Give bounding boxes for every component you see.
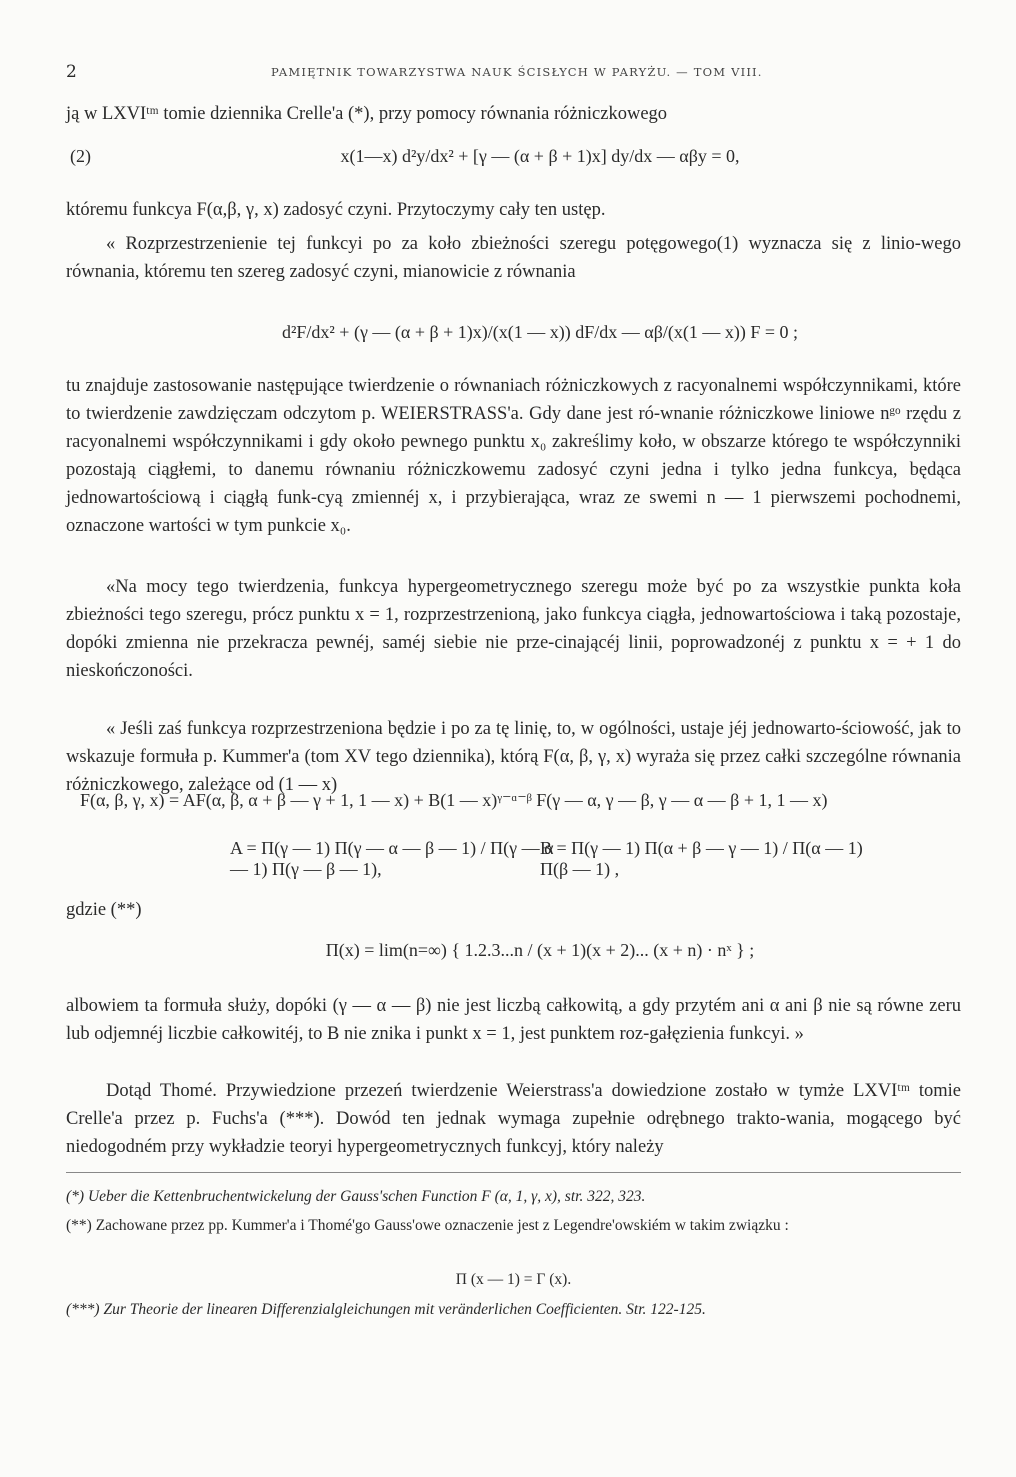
equation-pi: Π(x) = lim(n=∞) { 1.2.3...n / (x + 1)(x + 2)... (x + n) · nˣ } ; — [325, 940, 755, 960]
paragraph-2: tu znajduje zastosowanie następujące twierdzenie o równaniach różniczkowych z racyonalnemi współczynnikami, które to twierdzenie zawdzięczam odczytom p. WEIERSTRASS'a. Gdy dane jest ró-wnanie różniczkowe liniowe nᵍᵒ rzędu z racyonalnemi współczynnikami i gdy około pewnego punktu x₀ zakreślimy koło, w obszarze którego te współczynniki pozostają ciągłemi, to danemu równaniu różniczkowemu zadosyć czyni jedna i tylko jedna funkcya, będąca jednowartościową i ciągłą funk-cyą zmiennéj x, i przybierająca, wraz ze swemi n — 1 pierwszemi pochodnemi, oznaczone wartości w tym punkcie x₀. — [66, 376, 961, 536]
gdzie-label: gdzie (**) — [66, 900, 142, 920]
page-number: 2 — [66, 62, 77, 82]
footnote-2: (**) Zachowane przez pp. Kummer'a i Thomé'go Gauss'owe oznaczenie jest z Legendre'owskiém w takim związku : — [66, 1217, 789, 1234]
equation-3: d²F/dx² + (γ — (α + β + 1)x)/(x(1 — x)) dF/dx — αβ/(x(1 — x)) F = 0 ; — [282, 322, 798, 342]
equation-A: A = Π(γ — 1) Π(γ — α — β — 1) / Π(γ — α — 1) Π(γ — β — 1), — [230, 838, 554, 879]
equation-2-label: (2) — [70, 146, 91, 166]
paragraph-6: Dotąd Thomé. Przywiedzione przezeń twierdzenie Weierstrass'a dowiedzione zostało w tymże LXVIᵗᵐ tomie Crelle'a przez p. Fuchs'a (***). Dowód ten jednak wymaga zupełnie odrębnego trakto-wania, mogącego być niedogodném przy wykładzie teoryi hypergeometrycznych funkcyj, który należy — [66, 1081, 961, 1157]
equation-kummer: F(α, β, γ, x) = AF(α, β, α + β — γ + 1, 1 — x) + B(1 — x)ᵞ⁻ᵅ⁻ᵝ F(γ — α, γ — β, γ — α — β + 1, 1 — x) — [80, 790, 828, 810]
footnote-1: (*) Ueber die Kettenbruchentwickelung der Gauss'schen Function F (α, 1, γ, x), str. 322, 323. — [66, 1188, 646, 1205]
paragraph-3: «Na mocy tego twierdzenia, funkcya hypergeometrycznego szeregu może być po za wszystkie punkta koła zbieżności tego szeregu, prócz punktu x = 1, rozprzestrzenioną, jako funkcya ciągła, jednowartościowa i taką pozostaje, dopóki zmienna nie przekracza pewnéj, saméj siebie nie prze-cinającéj linii, poprowadzonéj z punktu x = + 1 do nieskończoności. — [66, 577, 961, 681]
equation-B: B = Π(γ — 1) Π(α + β — γ — 1) / Π(α — 1) Π(β — 1) , — [540, 838, 863, 879]
paragraph-1: « Rozprzestrzenienie tej funkcyi po za koło zbieżności szeregu potęgowego(1) wyznacza się z linio-wego równania, któremu ten szereg zadosyć czyni, mianowicie z równania — [66, 234, 961, 282]
intro-line: ją w LXVIᵗᵐ tomie dziennika Crelle'a (*), przy pomocy równania różniczkowego — [66, 104, 668, 124]
intro-line-2: któremu funkcya F(α,β, γ, x) zadosyć czyni. Przytoczymy cały ten ustęp. — [66, 200, 606, 220]
paragraph-5: albowiem ta formuła służy, dopóki (γ — α — β) nie jest liczbą całkowitą, a gdy przytém ani α ani β nie są równe zeru lub odjemnéj liczbie całkowitéj, to B nie znika i punkt x = 1, jest punktem roz-gałęzienia funkcyi. » — [66, 996, 961, 1044]
paragraph-4: « Jeśli zaś funkcya rozprzestrzeniona będzie i po za tę linię, to, w ogólności, ustaje jéj jednowarto-ściowość, jak to wskazuje formuła p. Kummer'a (tom XV tego dziennika), którą F(α, β, γ, x) wyraża się przez całki szczególne równania różniczkowego, zależące od (1 — x) — [66, 719, 961, 795]
equation-2: x(1—x) d²y/dx² + [γ — (α + β + 1)x] dy/dx — αβy = 0, — [340, 146, 740, 166]
footnote-2-equation: Π (x — 1) = Γ (x). — [455, 1271, 572, 1288]
footnote-rule — [66, 1172, 961, 1173]
running-head: PAMIĘTNIK TOWARZYSTWA NAUK ŚCISŁYCH W PARYŻU. — TOM VIII. — [271, 65, 763, 79]
page-header — [66, 62, 966, 82]
footnote-3: (***) Zur Theorie der linearen Differenzialgleichungen mit veränderlichen Coefficienten. Str. 122-125. — [66, 1301, 706, 1318]
